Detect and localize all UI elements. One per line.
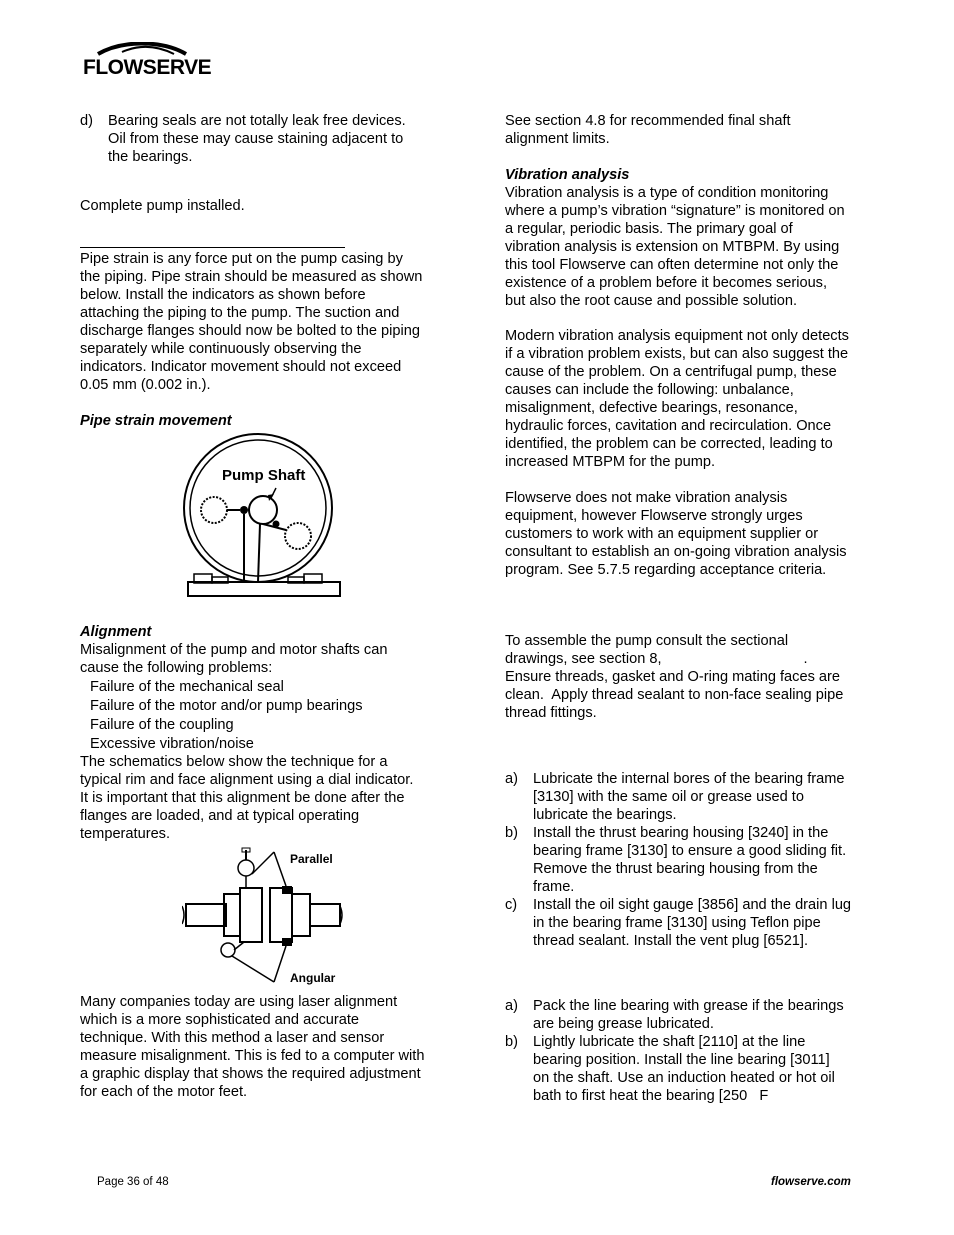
text-line: existence of a problem before it becomes serious, <box>505 275 828 291</box>
text-line: discharge flanges should now be bolted to the piping <box>80 323 420 339</box>
text-line: See section 4.8 for recommended final shaft <box>505 113 791 129</box>
text-line: Lightly lubricate the shaft [2110] at the line <box>533 1034 806 1050</box>
text-line: Lubricate the internal bores of the bearing frame <box>533 771 845 787</box>
text-line: thread fittings. <box>505 705 597 721</box>
list-item <box>505 1033 885 1105</box>
text-line: on the shaft. Use an induction heated or hot oil <box>533 1070 835 1086</box>
heading-underline <box>80 247 345 248</box>
text-line: misalignment, defective bearings, resonance, <box>505 400 798 416</box>
text-line: causes can include the following: unbalance, <box>505 382 794 398</box>
text-line: To assemble the pump consult the sectional <box>505 633 789 649</box>
text-line: vibration analysis is extension on MTBPM. By using <box>505 239 840 255</box>
text-line: 0.05 mm (0.002 in.). <box>80 377 211 393</box>
text-line: indicators. Indicator movement should not exceed <box>80 359 402 375</box>
text-line: cause of the problem. On a centrifugal pump, these <box>505 364 837 380</box>
assemble-paragraph <box>505 632 885 722</box>
parallel-label: Parallel <box>290 852 333 866</box>
list-item <box>505 997 885 1033</box>
item-marker: a) <box>505 771 518 787</box>
text-line: are being grease lubricated. <box>533 1016 714 1032</box>
vibration-heading: Vibration analysis <box>505 167 630 183</box>
text-line: Modern vibration analysis equipment not only detects <box>505 328 849 344</box>
text-line: Many companies today are using laser alignment <box>80 994 398 1010</box>
text-line: increased MTBPM for the pump. <box>505 454 716 470</box>
text-line: typical rim and face alignment using a dial indicator. <box>80 772 414 788</box>
text-line: Flowserve does not make vibration analysis <box>505 490 788 506</box>
pump-shaft-diagram <box>178 432 343 600</box>
text-line: the bearings. <box>108 149 193 165</box>
text-line: [3130] with the same oil or grease used to <box>533 789 804 805</box>
list-item: Failure of the coupling <box>90 717 234 733</box>
pipe-strain-heading: Pipe strain movement <box>80 413 232 429</box>
laser-paragraph <box>80 993 460 1101</box>
text-line: Oil from these may cause staining adjacent to <box>108 131 404 147</box>
text-line: Install the oil sight gauge [3856] and the drain lug <box>533 897 852 913</box>
text-line: thread sealant. Install the vent plug [6521]. <box>533 933 809 949</box>
text-line: for each of the motor feet. <box>80 1084 248 1100</box>
text-line: equipment, however Flowserve strongly urges <box>505 508 803 524</box>
list-item <box>505 896 885 950</box>
text-line: in the bearing frame [3130] using Teflon pipe <box>533 915 821 931</box>
text-line: bearing frame [3130] to ensure a good sliding fit. <box>533 843 847 859</box>
text-line: It is important that this alignment be done after the <box>80 790 405 806</box>
text-line: bearing position. Install the line bearing [3011] <box>533 1052 830 1068</box>
text-line: attaching the piping to the pump. The suction and <box>80 305 400 321</box>
text-line: Vibration analysis is a type of condition monitoring <box>505 185 829 201</box>
left-item-d <box>80 112 460 166</box>
schematics-paragraph <box>80 753 460 843</box>
text-line: this tool Flowserve can often determine not only the <box>505 257 839 273</box>
complete-pump-text: Complete pump installed. <box>80 198 245 214</box>
text-line: measure misalignment. This is fed to a computer with <box>80 1048 425 1064</box>
text-line: below. Install the indicators as shown before <box>80 287 366 303</box>
vibration-paragraph-1 <box>505 184 885 310</box>
list-item: Excessive vibration/noise <box>90 736 254 752</box>
text-line: but also the root cause and possible solution. <box>505 293 798 309</box>
text-line: Ensure threads, gasket and O-ring mating faces are <box>505 669 841 685</box>
brand-name: FLOWSERVE <box>83 56 212 79</box>
text-line: flanges are loaded, and at typical operating <box>80 808 360 824</box>
item-marker: b) <box>505 1034 518 1050</box>
list-item <box>505 824 885 896</box>
text-line: separately while continuously observing the <box>80 341 362 357</box>
text-line: customers to work with an equipment supplier or <box>505 526 819 542</box>
text-line: Install the thrust bearing housing [3240] in the <box>533 825 829 841</box>
page-number: Page 36 of 48 <box>97 1176 169 1188</box>
shaft-steps-list <box>505 997 885 1105</box>
text-line: if a vibration problem exists, but can also suggest the <box>505 346 849 362</box>
text-line: identified, the problem can be corrected, leading to <box>505 436 833 452</box>
text-line: a graphic display that shows the required adjustment <box>80 1066 421 1082</box>
vibration-paragraph-2 <box>505 327 885 471</box>
text-line: temperatures. <box>80 826 171 842</box>
list-item: Failure of the motor and/or pump bearings <box>90 698 363 714</box>
alignment-intro <box>80 641 460 677</box>
item-marker: d) <box>80 113 93 129</box>
flowserve-logo <box>82 42 212 82</box>
dial-indicator-diagram <box>182 846 352 990</box>
list-item <box>505 770 885 824</box>
item-marker: c) <box>505 897 518 913</box>
frame-steps-list <box>505 770 885 950</box>
item-marker: b) <box>505 825 518 841</box>
text-line: lubricate the bearings. <box>533 807 677 823</box>
item-marker: a) <box>505 998 518 1014</box>
text-line: the piping. Pipe strain should be measured as shown <box>80 269 423 285</box>
text-line: which is a more sophisticated and accurate <box>80 1012 360 1028</box>
text-line: hydraulic forces, cavitation and recirculation. Once <box>505 418 832 434</box>
text-line: technique. With this method a laser and sensor <box>80 1030 385 1046</box>
text-line: bath to first heat the bearing [250 F <box>533 1088 769 1104</box>
text-line: Bearing seals are not totally leak free devices. <box>108 113 406 129</box>
vibration-paragraph-3 <box>505 489 885 579</box>
pipe-strain-paragraph <box>80 250 460 394</box>
text-line: Remove the thrust bearing housing from the <box>533 861 818 877</box>
angular-label: Angular <box>290 971 336 985</box>
text-line: clean. Apply thread sealant to non-face sealing pipe <box>505 687 844 703</box>
text-line: alignment limits. <box>505 131 610 147</box>
footer-site: flowserve.com <box>771 1176 851 1188</box>
text-line: Pipe strain is any force put on the pump casing by <box>80 251 403 267</box>
problems-list <box>80 678 460 754</box>
text-line: Pack the line bearing with grease if the bearings <box>533 998 844 1014</box>
text-line: The schematics below show the technique for a <box>80 754 388 770</box>
pipe-strain-figure <box>178 432 343 600</box>
pump-shaft-label: Pump Shaft <box>222 467 306 484</box>
alignment-heading: Alignment <box>80 624 152 640</box>
list-item: Failure of the mechanical seal <box>90 679 284 695</box>
text-line: frame. <box>533 879 575 895</box>
text-line: drawings, see section 8, . <box>505 651 808 667</box>
text-line: Misalignment of the pump and motor shafts can <box>80 642 388 658</box>
see-section-paragraph <box>505 112 885 148</box>
text-line: a regular, periodic basis. The primary goal of <box>505 221 793 237</box>
alignment-figure <box>182 846 352 990</box>
text-line: where a pump’s vibration “signature” is monitored on <box>505 203 845 219</box>
text-line: consultant to establish an on-going vibration analysis <box>505 544 847 560</box>
text-line: cause the following problems: <box>80 660 273 676</box>
text-line: program. See 5.7.5 regarding acceptance criteria. <box>505 562 827 578</box>
